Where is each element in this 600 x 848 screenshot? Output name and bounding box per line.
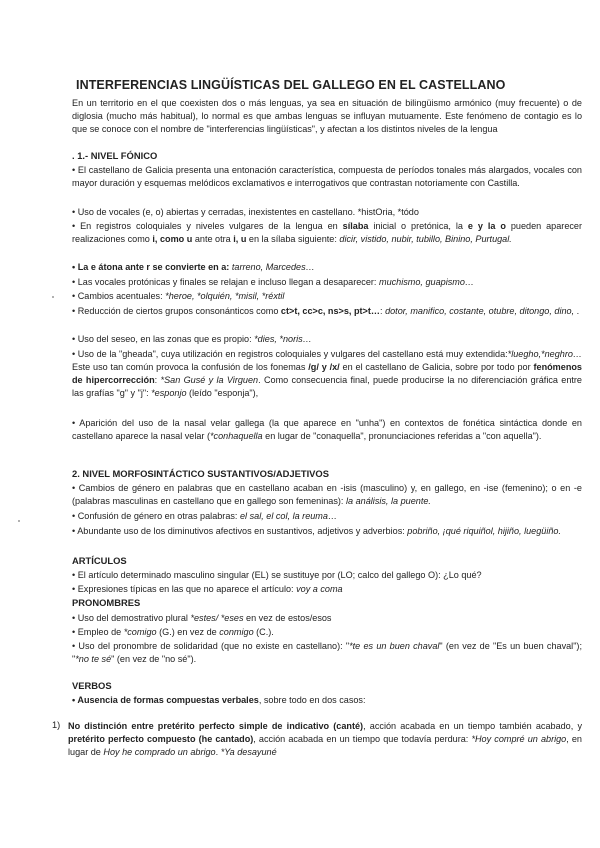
scan-speck [18,520,20,522]
morfo-bullet-1: • Cambios de género en palabras que en castellano acaban en -isis (masculino) y, en gallego, en -ise (femenino); o en -e (palabras masculinas en castellano que en gallego son femeninas): la análisis, la puente. [72,483,582,506]
item-number: 1) [52,720,61,730]
pronombres-bullet-3: • Uso del pronombre de solidaridad (que no existe en castellano): "*te es un buen chaval" (en vez de "Es un buen chaval"); "*no te sé" (en vez de "no sé"). [72,641,582,664]
fonico-bullet-9: • Uso de la "gheada", cuya utilización en registros coloquiales y vulgares del castellano está muy extendida:*luegho,*neghro… Este uso tan común provoca la confusión de los fonemas /g/ y /x/ en el castellano de Galicia, sobre por todo por fenómenos de hipercorrección: *San Gusé y la Virguen. Como consecuencia final, puede producirse la no diferenciación gráfica entre las grafías "g" y "j": *esponjo (leído "esponja"), [72,349,582,398]
fonico-bullet-4: • La e átona ante r se convierte en a: tarreno, Marcedes… [72,262,315,272]
articulos-heading: ARTÍCULOS [72,555,127,566]
morfo-bullet-3: • Abundante uso de los diminutivos afectivos en sustantivos, adjetivos y adverbios: pobriño, ¡qué riquiñol, hijiño, luegüiño. [72,526,561,536]
pronombres-bullet-1: • Uso del demostrativo plural *estes/ *eses en vez de estos/esos [72,613,332,623]
verbos-heading: VERBOS [72,680,112,691]
pronombres-heading: PRONOMBRES [72,597,141,608]
fonico-bullet-1: • El castellano de Galicia presenta una entonación característica, compuesta de períodos tonales más alargados, vocales con mayor duración y esquemas melódicos exclamativos e interrogativos que contrastan notoriamente con Castilla. [72,165,582,188]
morfo-bullet-2: • Confusión de género en otras palabras: el sal, el col, la reuma… [72,511,338,521]
section1-heading: . 1.- NIVEL FÓNICO [72,150,158,161]
fonico-bullet-5: • Las vocales protónicas y finales se relajan e incluso llegan a desaparecer: muchismo, guapismo… [72,277,475,287]
fonico-bullet-6: • Cambios acentuales: *heroe, *olquién, *misil, *réxtil [72,291,285,301]
verbos-bullet-1: • Ausencia de formas compuestas verbales, sobre todo en dos casos: [72,695,366,705]
document-title: INTERFERENCIAS LINGÜÍSTICAS DEL GALLEGO EN EL CASTELLANO [76,78,506,92]
fonico-bullet-7: • Reducción de ciertos grupos consonánticos como ct>t, cc>c, ns>s, pt>t…: dotor, manifico, costante, otubre, ditongo, dino, . [72,306,580,316]
verbos-item-1: No distinción entre pretérito perfecto simple de indicativo (canté), acción acabada en un tiempo también acabado, y pretérito perfecto compuesto (he cantado), acción acabada en un tiempo que todavía perdura: *Hoy compré un abrigo, en lugar de Hoy he comprado un abrigo. *Ya desayuné [68,721,582,757]
fonico-bullet-10: • Aparición del uso de la nasal velar gallega (la que aparece en "unha") en contextos de fonética sintáctica donde en castellano aparece la nasal velar (*conhaquella en lugar de "conaquella", pronunciaciones referidas a "con aquella"). [72,418,582,441]
fonico-bullet-3: • En registros coloquiales y niveles vulgares de la lengua en sílaba inicial o pretónica, la e y la o pueden aparecer realizaciones como i, como u ante otra i, u en la sílaba siguiente: dicir, vistido, nubir, tubillo, Binino, Purtugal. [72,221,583,244]
scan-speck [52,296,54,298]
intro-paragraph: En un territorio en el que coexisten dos o más lenguas, ya sea en situación de bilingüismo armónico (muy frecuente) o de diglosia (mucho más habitual), lo normal es que ambas lenguas se influyan mutuamente. Este fenómeno de contagio es lo que se conoce con el nombre de "interferencias lingüísticas", y afectan a los distintos niveles de la lengua [72,98,582,134]
pronombres-bullet-2: • Empleo de *comigo (G.) en vez de conmigo (C.). [72,627,274,637]
articulos-bullet-1: • El artículo determinado masculino singular (EL) se sustituye por (LO; calco del gallego O): ¿Lo qué? [72,570,482,580]
section2-heading: 2. NIVEL MORFOSINTÁCTICO SUSTANTIVOS/ADJETIVOS [72,468,329,479]
fonico-bullet-2: • Uso de vocales (e, o) abiertas y cerradas, inexistentes en castellano. *histOria, *tódo [72,207,419,217]
articulos-bullet-2: • Expresiones típicas en las que no aparece el artículo: voy a coma [72,584,343,594]
fonico-bullet-8: • Uso del seseo, en las zonas que es propio: *dies, *noris… [72,334,312,344]
